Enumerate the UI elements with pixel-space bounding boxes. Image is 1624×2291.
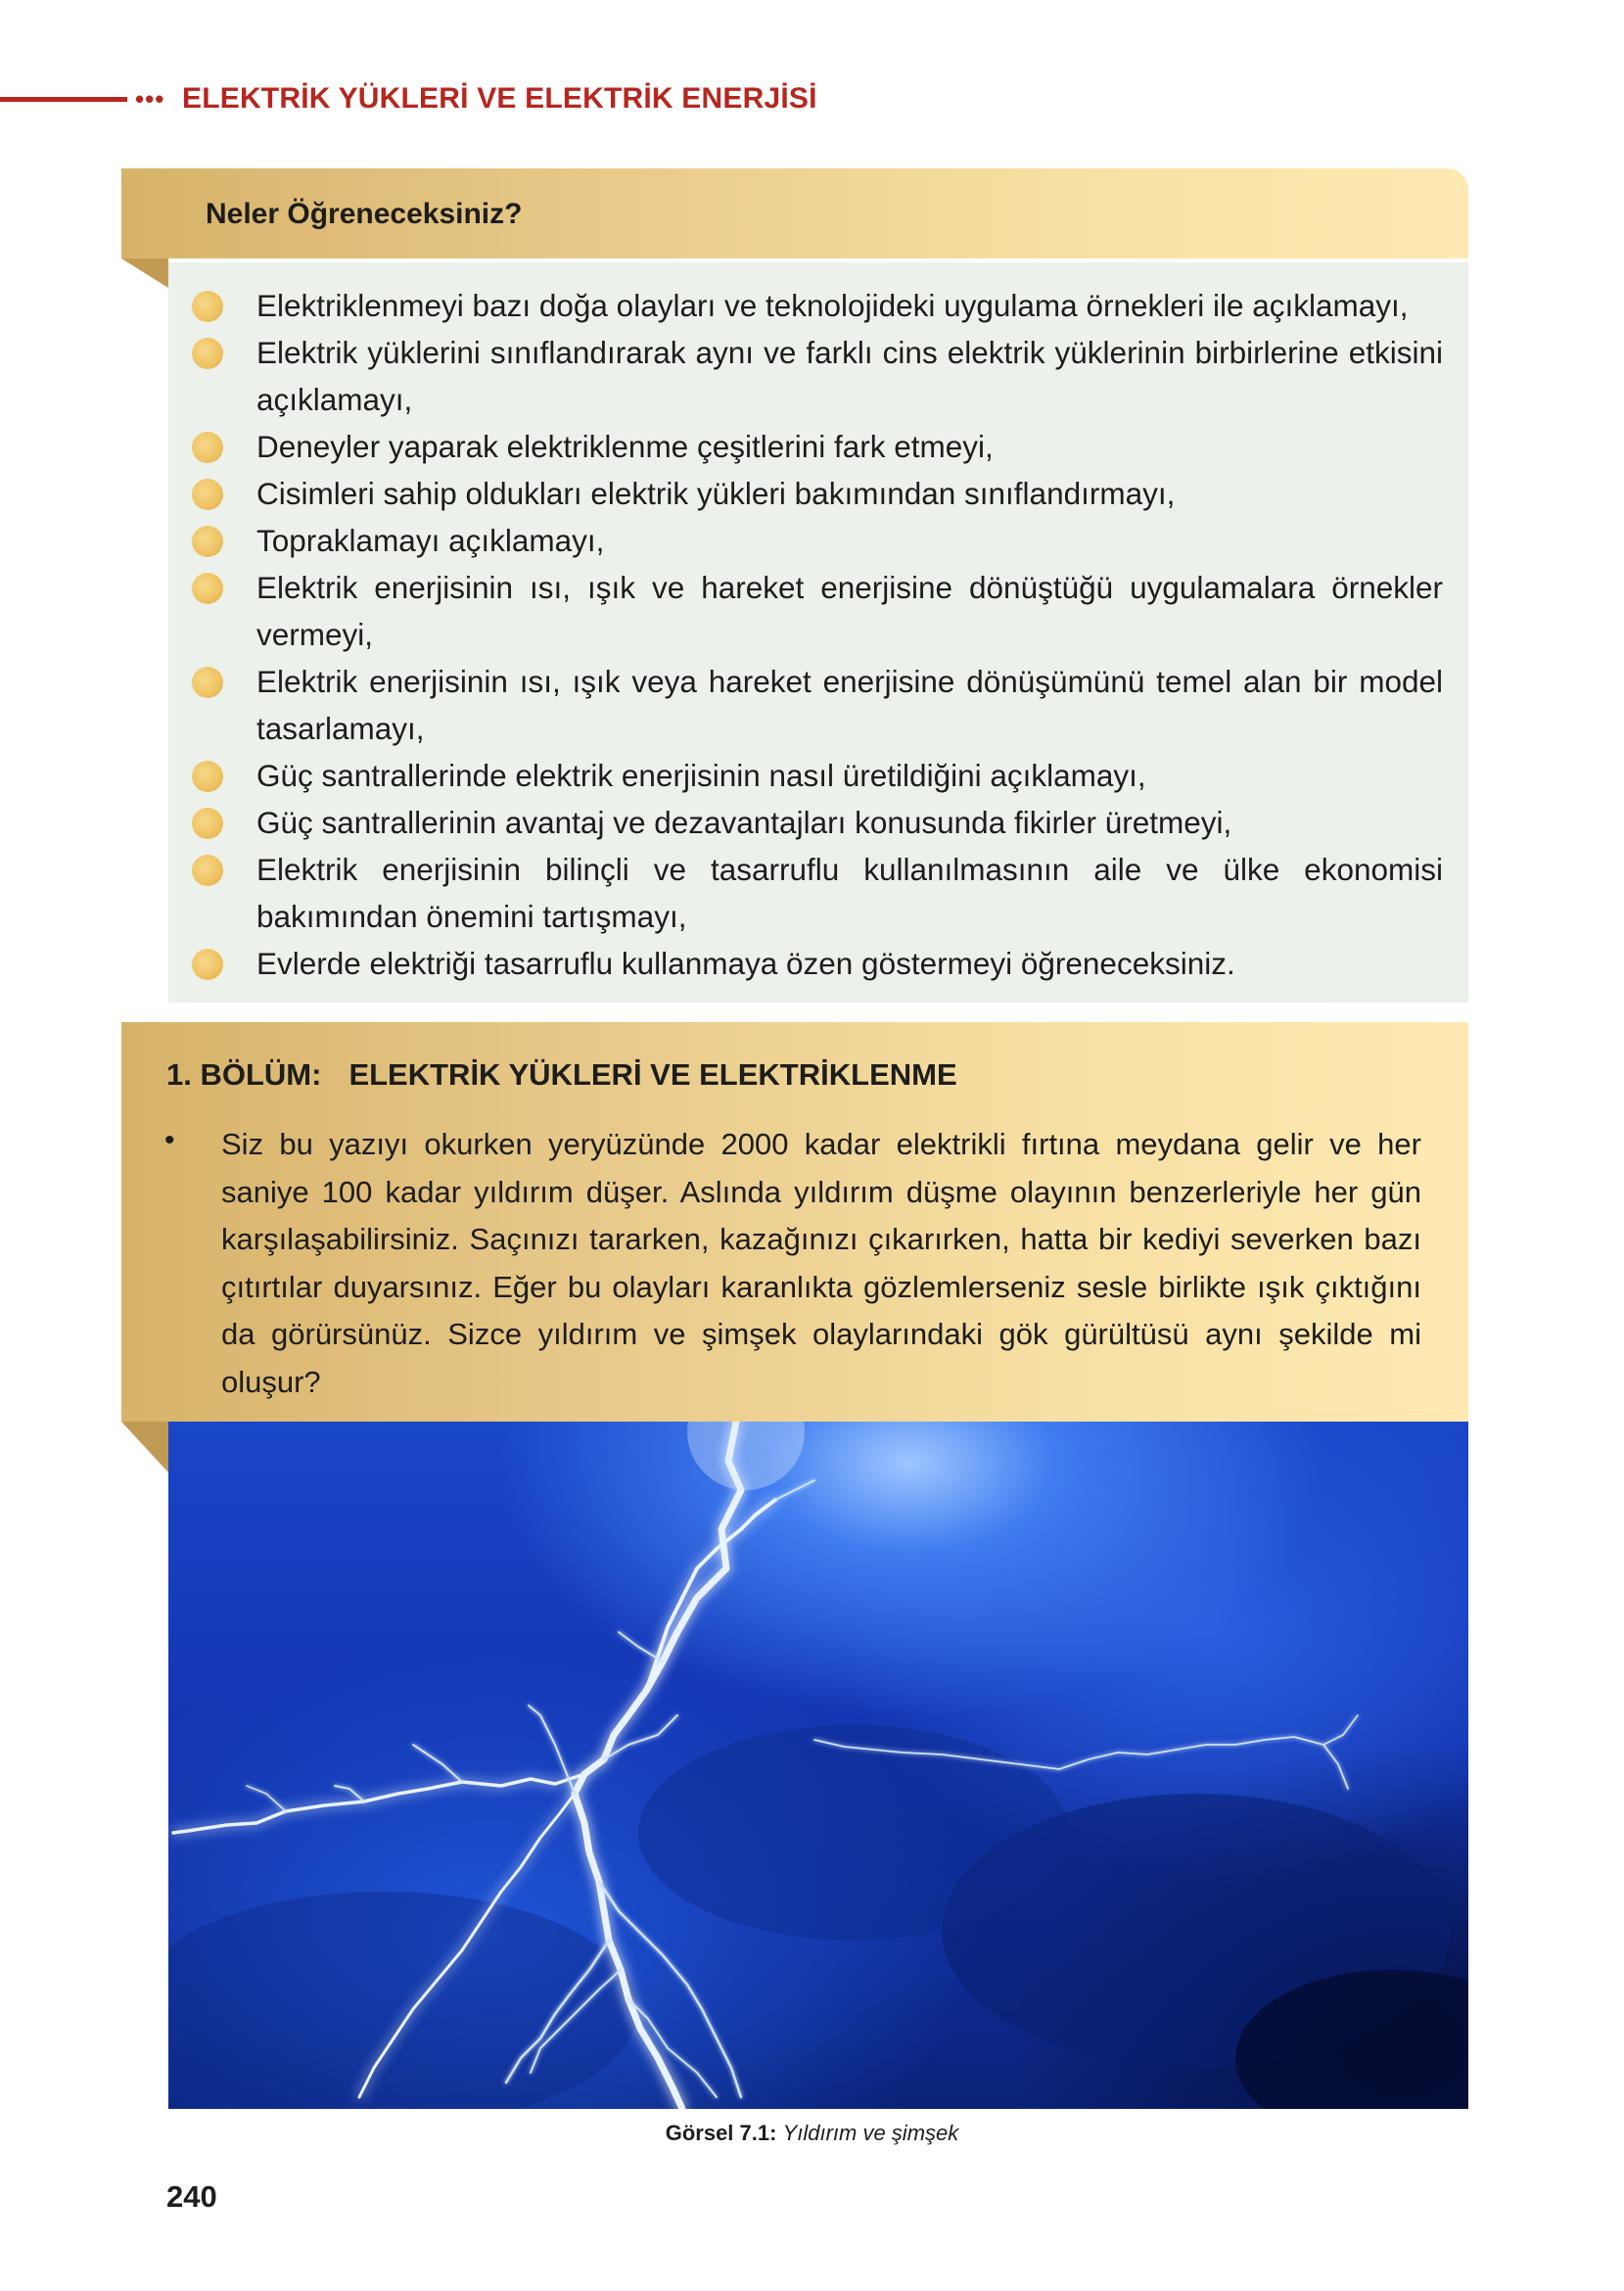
lightning-photo xyxy=(168,1422,1468,2109)
section-title: ELEKTRİK YÜKLERİ VE ELEKTRİKLENME xyxy=(348,1057,957,1092)
objectives-title: Neler Öğreneceksiniz? xyxy=(206,198,523,230)
section-bullet: • xyxy=(164,1124,175,1156)
section-fold xyxy=(121,1422,168,1473)
bullet-dot-icon xyxy=(192,855,223,886)
page-number: 240 xyxy=(166,2179,217,2214)
objective-item: Evlerde elektriği tasarruflu kullanmaya özen göstermeyi öğreneceksiniz. xyxy=(192,940,1443,987)
figure-caption-text: Yıldırım ve şimşek xyxy=(782,2121,959,2145)
objective-item: Elektrik enerjisinin bilinçli ve tasarruflu kullanılmasının aile ve ülke ekonomisi bakımından önemini tartışmayı, xyxy=(192,846,1443,940)
section-paragraph: Siz bu yazıyı okurken yeryüzünde 2000 kadar elektrikli fırtına meydana gelir ve her saniye 100 kadar yıldırım düşer. Aslında yıldırım düşme olayının benzerleriyle her gün karşılaşabilirsiniz. Saçınızı tararken, kazağınızı çıkarırken, hatta bir kediyi severken bazı çıtırtılar duyarsınız. Eğer bu olayları karanlıkta gözlemlerseniz sesle birlikte ışık çıktığını da görürsünüz. Sizce yıldırım ve şimşek olaylarındaki gök gürültüsü aynı şekilde mi oluşur? xyxy=(221,1127,1421,1399)
objective-item: Güç santrallerinde elektrik enerjisinin nasıl üretildiğini açıklamayı, xyxy=(192,752,1443,799)
section-number: 1. BÖLÜM: xyxy=(166,1057,322,1092)
section-heading xyxy=(166,1057,957,1093)
bullet-dot-icon xyxy=(192,291,223,322)
bullet-dot-icon xyxy=(192,338,223,369)
objectives-fold xyxy=(121,258,168,288)
objective-item: Elektrik enerjisinin ısı, ışık ve hareket enerjisine dönüştüğü uygulamalara örnekler vermeyi, xyxy=(192,564,1443,658)
bullet-dot-icon xyxy=(192,432,223,463)
objective-item: Elektriklenmeyi bazı doğa olayları ve teknolojideki uygulama örnekleri ile açıklamayı, xyxy=(192,282,1443,329)
objective-item: Topraklamayı açıklamayı, xyxy=(192,517,1443,564)
bullet-dot-icon xyxy=(192,761,223,792)
objective-item: Cisimleri sahip oldukları elektrik yükleri bakımından sınıflandırmayı, xyxy=(192,470,1443,517)
objective-item: Elektrik enerjisinin ısı, ışık veya hareket enerjisine dönüşümünü temel alan bir model tasarlamayı, xyxy=(192,658,1443,752)
chapter-title: ELEKTRİK YÜKLERİ VE ELEKTRİK ENERJİSİ xyxy=(182,82,817,115)
header-dots: ••• xyxy=(135,84,165,114)
lightning-bolt-icon xyxy=(168,1422,1468,2109)
header-rule xyxy=(0,97,127,102)
bullet-dot-icon xyxy=(192,479,223,510)
bullet-dot-icon xyxy=(192,808,223,839)
figure-caption xyxy=(0,2121,1624,2146)
bullet-dot-icon xyxy=(192,949,223,980)
objective-item: Deneyler yaparak elektriklenme çeşitlerini fark etmeyi, xyxy=(192,423,1443,470)
bullet-dot-icon xyxy=(192,526,223,557)
figure-label: Görsel 7.1: xyxy=(665,2121,777,2145)
objective-item: Güç santrallerinin avantaj ve dezavantajları konusunda fikirler üretmeyi, xyxy=(192,799,1443,846)
objective-item: Elektrik yüklerini sınıflandırarak aynı ve farklı cins elektrik yüklerinin birbirlerine etkisini açıklamayı, xyxy=(192,329,1443,423)
objectives-list xyxy=(192,282,1443,987)
bullet-dot-icon xyxy=(192,667,223,698)
bullet-dot-icon xyxy=(192,573,223,604)
